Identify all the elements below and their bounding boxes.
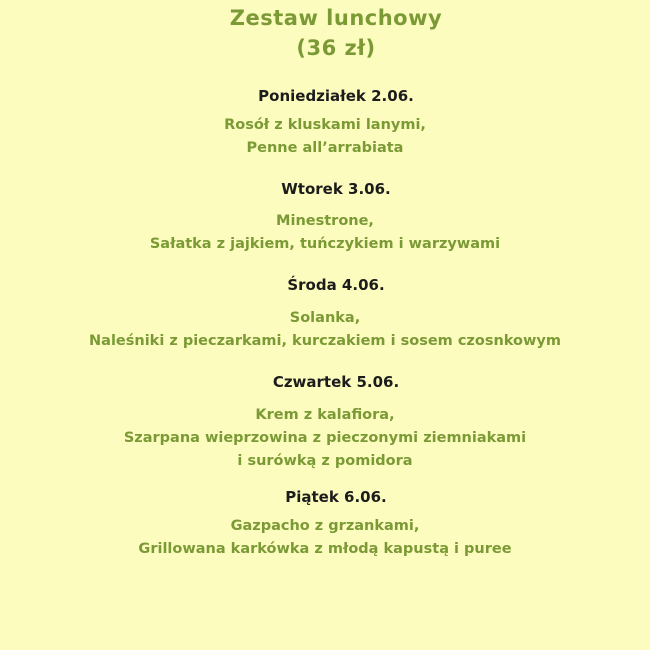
dish-item: Sałatka z jajkiem, tuńczykiem i warzywami [149, 236, 501, 252]
dish-item: Krem z kalafiora, [255, 407, 395, 423]
day-heading-monday: Poniedziałek 2.06. [258, 87, 414, 105]
day-heading-thursday: Czwartek 5.06. [272, 373, 400, 391]
dish-item: i surówką z pomidora [237, 453, 413, 469]
dish-item: Gazpacho z grzankami, [230, 518, 420, 534]
dish-item: Grillowana karkówka z młodą kapustą i puree [138, 541, 512, 557]
dish-item: Szarpana wieprzowina z pieczonymi ziemniakami [123, 430, 527, 446]
dish-item: Solanka, [289, 310, 361, 326]
dish-item: Penne all’arrabiata [246, 140, 404, 156]
dish-item: Rosół z kluskami lanymi, [224, 117, 426, 133]
day-heading-friday: Piątek 6.06. [285, 488, 387, 506]
day-heading-wednesday: Środa 4.06. [287, 276, 385, 294]
menu-title: Zestaw lunchowy [229, 6, 443, 30]
menu-price: (36 zł) [296, 36, 376, 60]
dish-item: Minestrone, [276, 213, 374, 229]
day-heading-tuesday: Wtorek 3.06. [281, 180, 391, 198]
dish-item: Naleśniki z pieczarkami, kurczakiem i sosem czosnkowym [89, 333, 561, 349]
